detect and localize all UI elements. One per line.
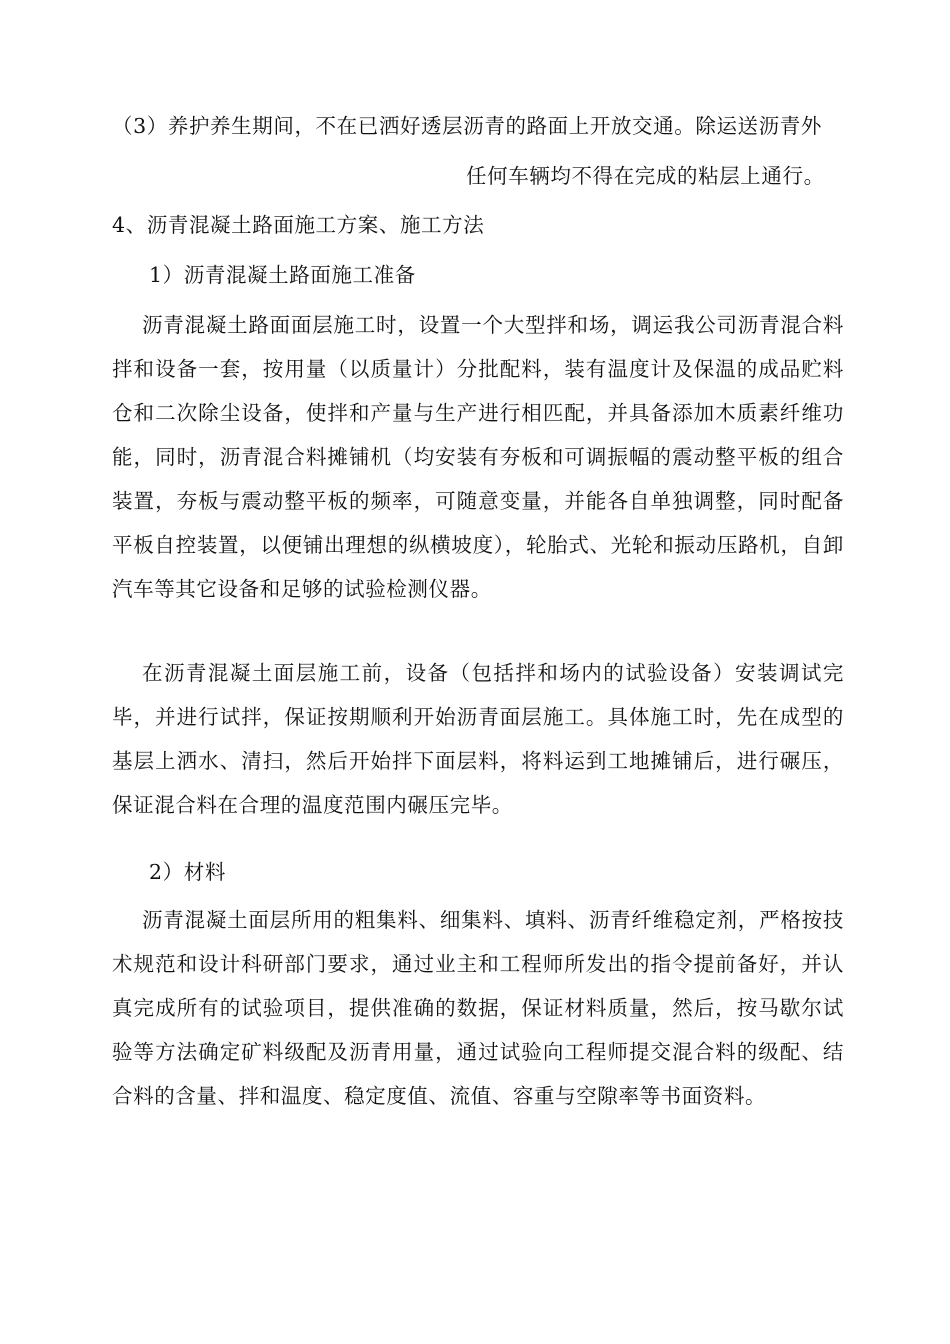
section-4-heading: 4、沥青混凝土路面施工方案、施工方法 bbox=[112, 213, 485, 237]
subsection-1-paragraph-2: 在沥青混凝土面层施工前，设备（包括拌和场内的试验设备）安装调试完毕，并进行试拌，保证按期顺利开始沥青面层施工。具体施工时，先在成型的基层上洒水、清扫，然后开始拌下面层料，将料运到工地摊铺后，进行碾压，保证混合料在合理的温度范围内碾压完毕。 bbox=[112, 661, 844, 817]
subsection-2-paragraph-1: 沥青混凝土面层所用的粗集料、细集料、填料、沥青纤维稳定剂，严格按技术规范和设计科研部门要求，通过业主和工程师所发出的指令提前备好，并认真完成所有的试验项目，提供准确的数据，保证材料质量，然后，按马歇尔试验等方法确定矿料级配及沥青用量，通过试验向工程师提交混合料的级配、结合料的含量、拌和温度、稳定度值、流值、容重与空隙率等书面资料。 bbox=[112, 908, 844, 1108]
subsection-2-heading: 2）材料 bbox=[149, 860, 226, 884]
item-3-line-1: （3）养护养生期间，不在已洒好透层沥青的路面上开放交通。除运送沥青外 bbox=[112, 114, 822, 138]
item-3-line-2: 任何车辆均不得在完成的粘层上通行。 bbox=[466, 164, 825, 188]
subsection-1-paragraph-1: 沥青混凝土路面面层施工时，设置一个大型拌和场，调运我公司沥青混合料拌和设备一套，按用量（以质量计）分批配料，装有温度计及保温的成品贮料仓和二次除尘设备，使拌和产量与生产进行相匹配，并具备添加木质素纤维功能，同时，沥青混合料摊铺机（均安装有夯板和可调振幅的震动整平板的组合装置，夯板与震动整平板的频率，可随意变量，并能各自单独调整，同时配备平板自控装置，以便铺出理想的纵横坡度），轮胎式、光轮和振动压路机，自卸汽车等其它设备和足够的试验检测仪器。 bbox=[112, 313, 844, 601]
subsection-1-heading: 1）沥青混凝土路面施工准备 bbox=[149, 263, 416, 287]
